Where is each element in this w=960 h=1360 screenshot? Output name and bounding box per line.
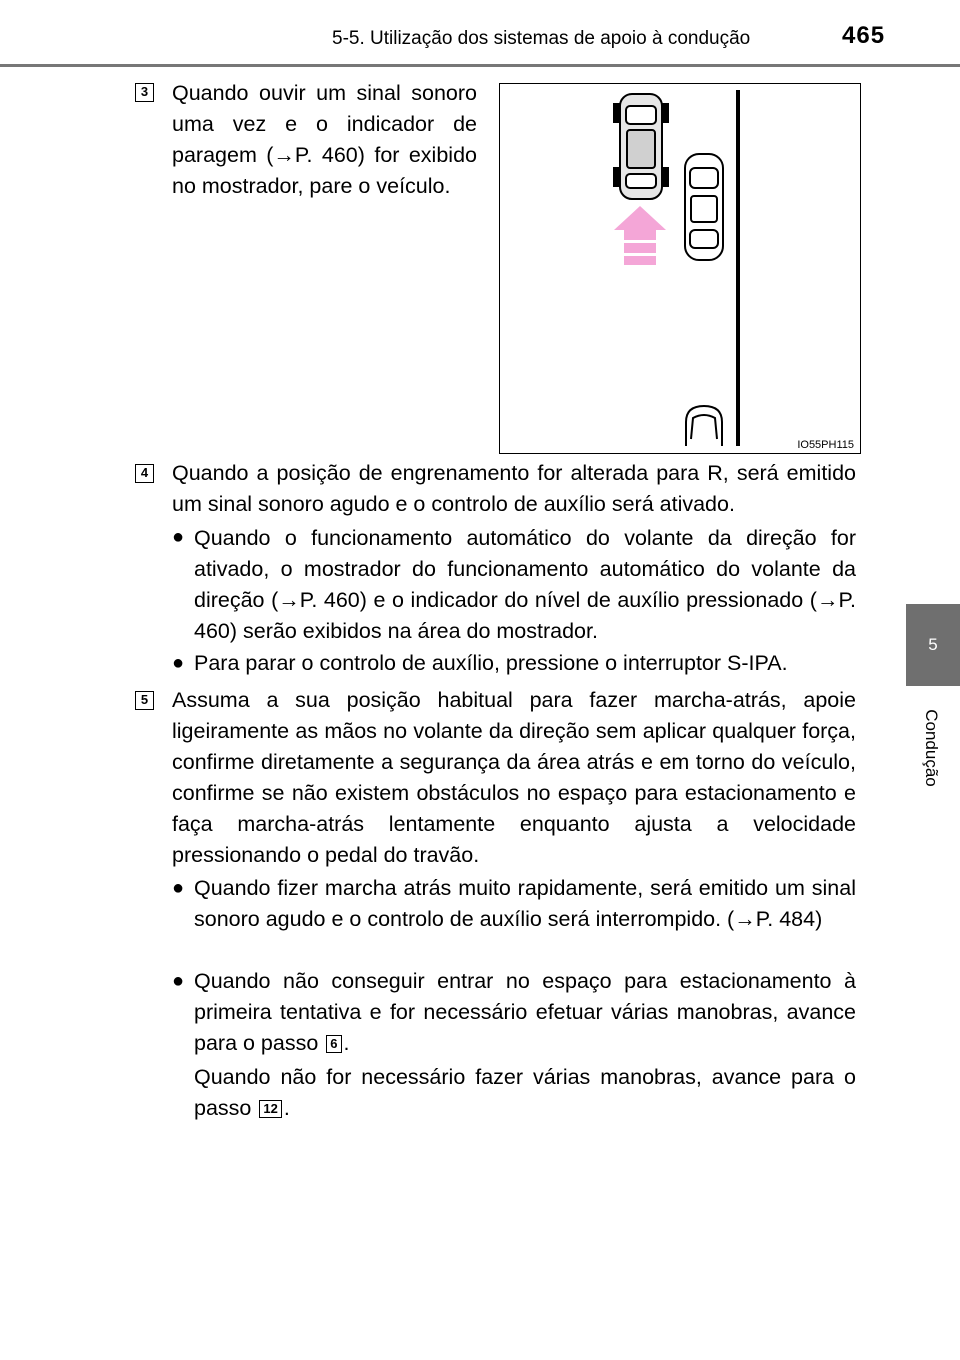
step-12-reference[interactable]: 12: [259, 1100, 281, 1118]
header-rule: [0, 64, 960, 67]
step-4-bullet-2: Para parar o controlo de auxílio, pressione o interruptor S-IPA.: [194, 651, 788, 675]
bullet-marker: ●: [172, 652, 185, 674]
step-5-bullet-1: Quando fizer marcha atrás muito rapidamente, será emitido um sinal sonoro agudo e o controlo de auxílio será interrompido. (→P. 484): [194, 876, 856, 931]
step-4-marker: 4: [135, 464, 154, 483]
chapter-tab-label: Condução: [922, 709, 941, 787]
bullet-marker: ●: [172, 877, 185, 899]
bottom-car: [686, 406, 722, 446]
step-5-extra: [194, 1062, 856, 1124]
bullet-marker: ●: [172, 526, 185, 548]
step-5-bullet-2-text: Quando não conseguir entrar no espaço para estacionamento à primeira tentativa e for necessário efetuar várias manobras, avance para o passo: [194, 969, 856, 1055]
step-5-bullet-2-end: .: [343, 1031, 350, 1055]
parked-car: [685, 154, 723, 260]
figure-code: IO55PH115: [797, 439, 854, 451]
bullet-marker: ●: [172, 970, 185, 992]
step-5-text: Assuma a sua posição habitual para fazer marcha-atrás, apoie ligeiramente as mãos no volante da direção sem aplicar qualquer força, confirme diretamente a segurança da área atrás e em torno do veículo, confirme se não existem obstáculos no espaço para estacionamento e faça marcha-atrás lentamente enquanto ajusta a velocidade pressionando o pedal do travão.: [172, 688, 856, 867]
parking-illustration: [499, 83, 861, 454]
header-section-title: 5-5. Utilização dos sistemas de apoio à condução: [332, 28, 751, 49]
step-5-bullet-2: [194, 966, 856, 1059]
parking-diagram: [500, 84, 860, 453]
step-5-extra-text: Quando não for necessário fazer várias manobras, avance para o passo: [194, 1065, 856, 1120]
own-car: [614, 94, 668, 199]
step-4-bullet-1: Quando o funcionamento automático do volante da direção for ativado, o mostrador do funcionamento automático do volante da direção (→P. 460) e o indicador do nível de auxílio pressionado (→P. 460) serão exibidos na área do mostrador.: [194, 526, 856, 643]
chapter-tab[interactable]: 5: [906, 604, 960, 686]
step-4-text: Quando a posição de engrenamento for alterada para R, será emitido um sinal sonoro agudo e o controlo de auxílio será ativado.: [172, 461, 856, 516]
step-5-extra-end: .: [283, 1096, 290, 1120]
step-6-reference[interactable]: 6: [326, 1035, 341, 1053]
page-number: 465: [842, 22, 886, 49]
step-5-marker: 5: [135, 691, 154, 710]
reverse-direction-arrow: [614, 206, 666, 265]
step-3-marker: 3: [135, 83, 154, 102]
step-3-text: Quando ouvir um sinal sonoro uma vez e o indicador de paragem (→P. 460) for exibido no mostrador, pare o veículo.: [172, 81, 477, 198]
